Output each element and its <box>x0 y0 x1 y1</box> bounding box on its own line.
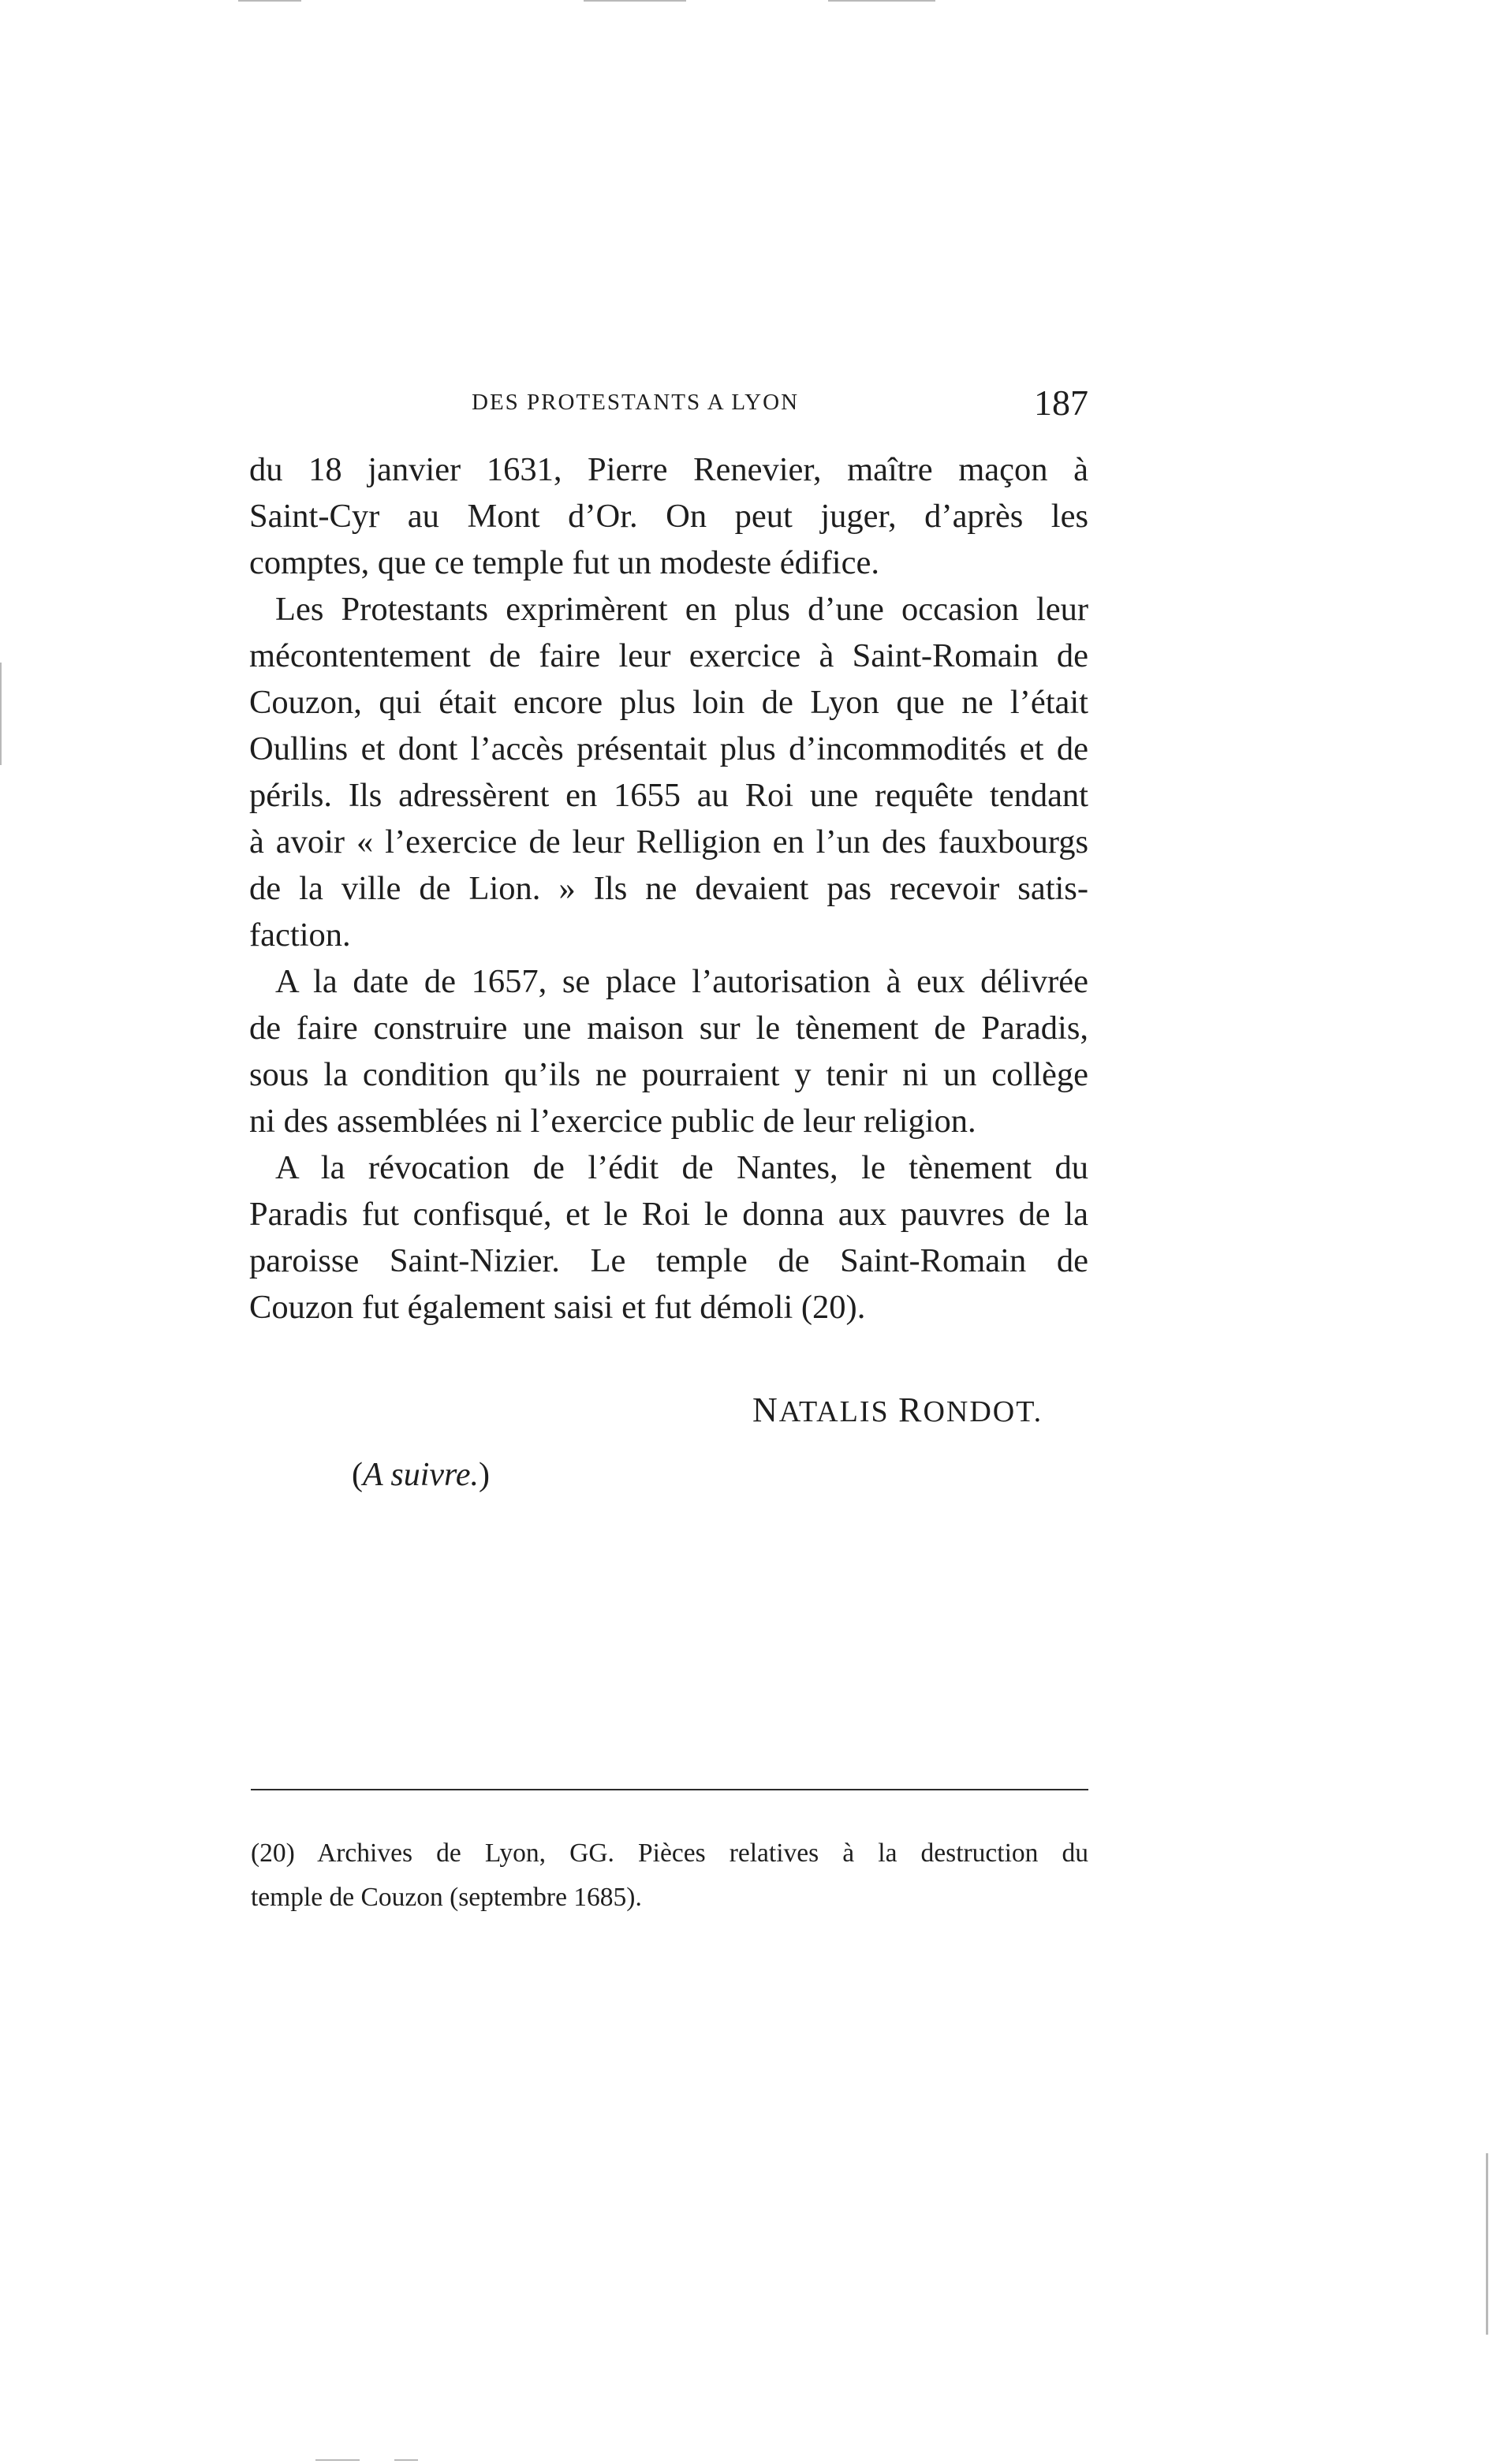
scan-mark-left <box>0 663 2 765</box>
paragraph-4 <box>249 1144 1088 1331</box>
text-line: de faire construire une maison sur le tènement de Paradis, <box>249 1010 1088 1047</box>
continued-open-paren: ( <box>352 1457 363 1493</box>
text-line: A la date de 1657, se place l’autorisation à eux délivrée <box>275 963 1088 1000</box>
running-title: DES PROTESTANTS A LYON <box>472 390 800 415</box>
text-line: du 18 janvier 1631, Pierre Renevier, maître maçon à <box>249 451 1088 488</box>
body-text <box>249 446 1088 1331</box>
footnote-20 <box>251 1831 1088 1920</box>
page-number: 187 <box>1034 383 1088 423</box>
signature-first-rest: ATALIS <box>778 1395 890 1428</box>
text-line: ni des assemblées ni l’exercice public de leur religion. <box>249 1103 976 1140</box>
text-line: Saint-Cyr au Mont d’Or. On peut juger, d’après les <box>249 498 1088 535</box>
to-be-continued <box>352 1456 490 1494</box>
scan-mark-bottom-2 <box>394 2459 418 2461</box>
scan-mark-top-2 <box>584 0 686 2</box>
signature-last-initial: R <box>898 1391 924 1429</box>
signature-last-rest: ONDOT. <box>923 1395 1043 1428</box>
text-line: Oullins et dont l’accès présentait plus d’incommodités et de <box>249 730 1088 767</box>
text-line: Couzon fut également saisi et fut démoli (20). <box>249 1289 866 1326</box>
paragraph-2 <box>249 586 1088 958</box>
continued-close-paren: ) <box>478 1457 490 1493</box>
text-line: Les Protestants exprimèrent en plus d’une occasion leur <box>275 591 1088 628</box>
text-line: faction. <box>249 917 351 954</box>
text-line: Paradis fut confisqué, et le Roi le donna aux pauvres de la <box>249 1196 1088 1233</box>
paragraph-3 <box>249 958 1088 1144</box>
signature-first-initial: N <box>752 1391 779 1429</box>
scan-mark-bottom-1 <box>315 2459 360 2461</box>
text-line: à avoir « l’exercice de leur Relligion en l’un des fauxbourgs <box>249 823 1088 861</box>
text-line: de la ville de Lion. » Ils ne devaient pas recevoir satis- <box>249 870 1088 907</box>
footnote-divider <box>251 1789 1088 1790</box>
text-line: périls. Ils adressèrent en 1655 au Roi une requête tendant <box>249 777 1088 814</box>
text-line: Couzon, qui était encore plus loin de Lyon que ne l’était <box>249 684 1088 721</box>
author-signature <box>752 1390 1043 1430</box>
scan-mark-top-1 <box>238 0 301 2</box>
continued-text: A suivre. <box>363 1457 479 1493</box>
text-line: paroisse Saint-Nizier. Le temple de Saint-Romain de <box>249 1242 1088 1279</box>
text-line: sous la condition qu’ils ne pourraient y tenir ni un collège <box>249 1056 1088 1093</box>
paragraph-1 <box>249 446 1088 586</box>
footnotes <box>251 1831 1088 1920</box>
running-head <box>249 382 1088 429</box>
scan-mark-right <box>1486 2153 1488 2335</box>
text-line: comptes, que ce temple fut un modeste édifice. <box>249 544 879 581</box>
scan-mark-top-3 <box>828 0 935 2</box>
text-line: A la révocation de l’édit de Nantes, le tènement du <box>275 1149 1088 1186</box>
text-line: mécontentement de faire leur exercice à Saint-Romain de <box>249 637 1088 674</box>
footnote-line: (20) Archives de Lyon, GG. Pièces relatives à la destruction du <box>251 1839 1088 1868</box>
footnote-line: temple de Couzon (septembre 1685). <box>251 1883 642 1912</box>
